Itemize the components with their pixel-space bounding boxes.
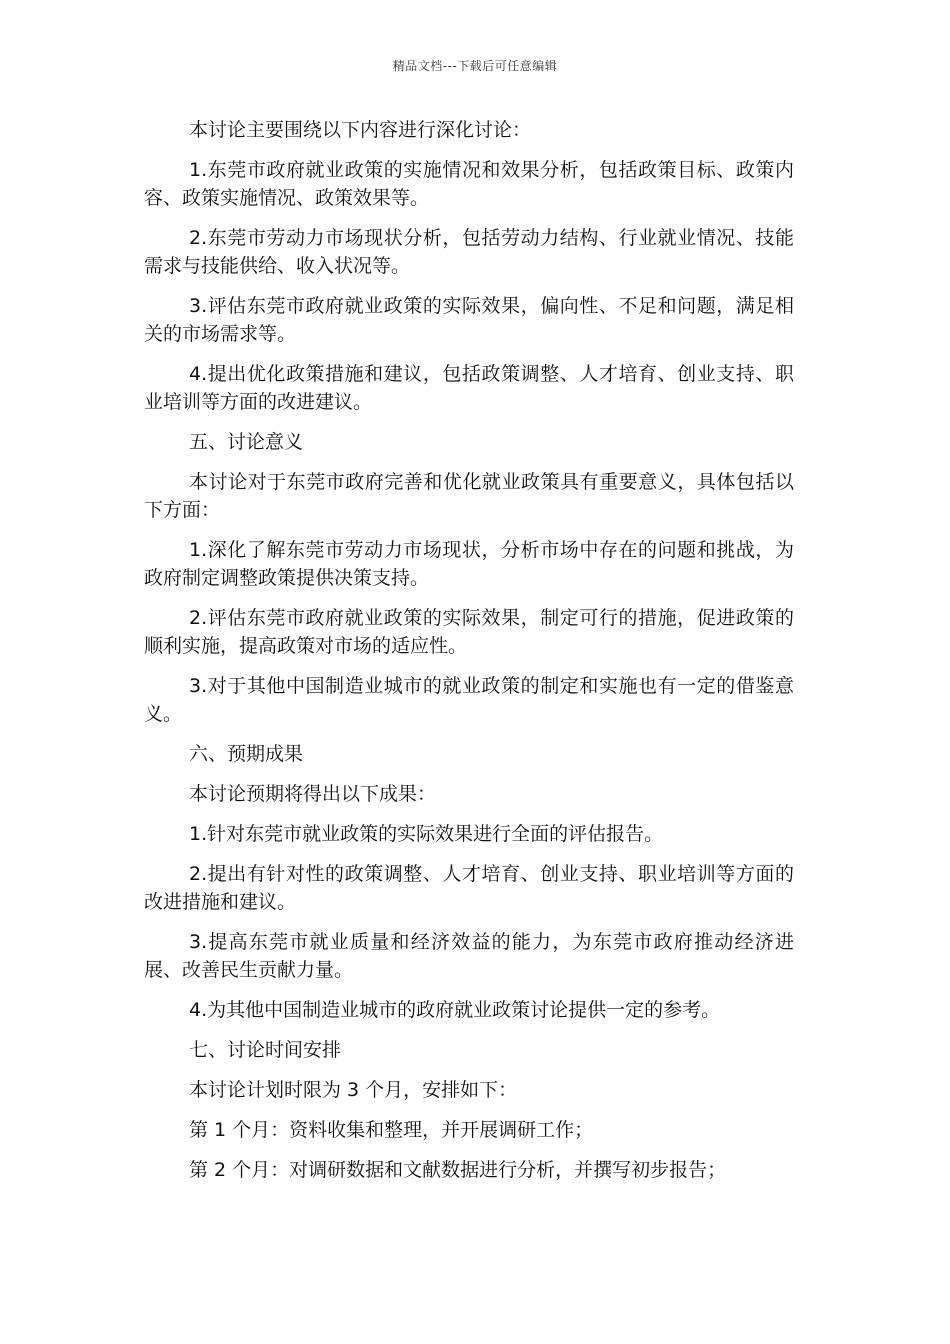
document-body: [144, 116, 794, 1196]
content-item-1: 1.东莞市政府就业政策的实施情况和效果分析，包括政策目标、政策内容、政策实施情况、政策效果等。: [144, 159, 794, 209]
intro-paragraph: 本讨论主要围绕以下内容进行深化讨论：: [189, 119, 532, 141]
outcome-item-2: 2.提出有针对性的政策调整、人才培育、创业支持、职业培训等方面的改进措施和建议。: [144, 863, 794, 913]
section-heading-outcomes: 六、预期成果: [189, 743, 304, 765]
significance-item-2: 2.评估东莞市政府就业政策的实际效果，制定可行的措施，促进政策的顺利实施，提高政策对市场的适应性。: [144, 607, 794, 657]
schedule-month-2: 第 2 个月：对调研数据和文献数据进行分析，并撰写初步报告；: [189, 1159, 727, 1181]
outcome-item-3: 3.提高东莞市就业质量和经济效益的能力，为东莞市政府推动经济进展、改善民生贡献力量。: [144, 931, 794, 981]
section-heading-schedule: 七、讨论时间安排: [189, 1039, 342, 1061]
outcomes-intro: 本讨论预期将得出以下成果：: [189, 783, 437, 805]
outcome-item-4: 4.为其他中国制造业城市的政府就业政策讨论提供一定的参考。: [189, 999, 721, 1021]
outcome-item-1: 1.针对东莞市就业政策的实际效果进行全面的评估报告。: [189, 823, 664, 845]
significance-item-3: 3.对于其他中国制造业城市的就业政策的制定和实施也有一定的借鉴意义。: [144, 675, 794, 725]
significance-item-1: 1.深化了解东莞市劳动力市场现状，分析市场中存在的问题和挑战，为政府制定调整政策提供决策支持。: [144, 539, 794, 589]
page-header: 精品文档---下载后可任意编辑: [392, 59, 558, 73]
content-item-4: 4.提出优化政策措施和建议，包括政策调整、人才培育、创业支持、职业培训等方面的改进建议。: [144, 363, 794, 413]
schedule-intro: 本讨论计划时限为 3 个月，安排如下：: [189, 1079, 518, 1101]
significance-intro: 本讨论对于东莞市政府完善和优化就业政策具有重要意义，具体包括以下方面：: [144, 471, 794, 521]
section-heading-significance: 五、讨论意义: [189, 431, 304, 453]
content-item-3: 3.评估东莞市政府就业政策的实际效果，偏向性、不足和问题，满足相关的市场需求等。: [144, 295, 794, 345]
content-item-2: 2.东莞市劳动力市场现状分析，包括劳动力结构、行业就业情况、技能需求与技能供给、收入状况等。: [144, 227, 794, 277]
schedule-month-1: 第 1 个月：资料收集和整理，并开展调研工作；: [189, 1119, 594, 1141]
